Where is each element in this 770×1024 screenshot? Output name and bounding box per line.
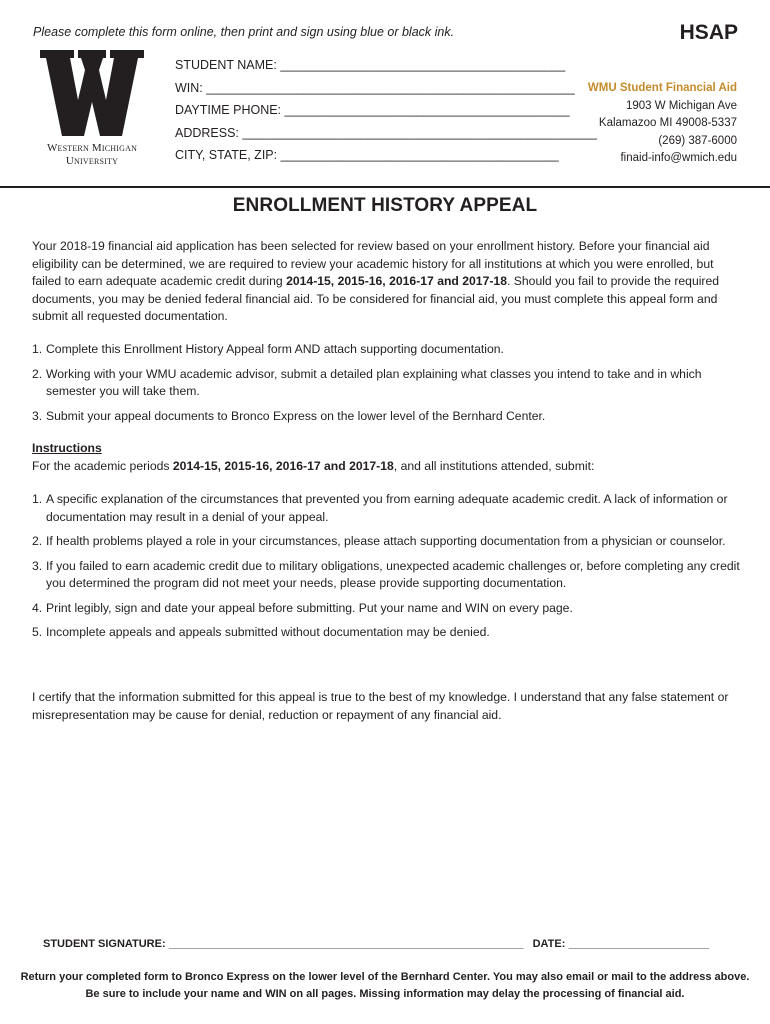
- item-text: Print legibly, sign and date your appeal before submitting. Put your name and WIN on every page.: [46, 600, 573, 615]
- item-number: 3.: [32, 558, 43, 573]
- top-instruction: Please complete this form online, then print and sign using blue or black ink.: [33, 25, 455, 39]
- daytime-phone-field[interactable]: [175, 103, 597, 126]
- field-line: ___________________________________________________: [242, 125, 597, 140]
- form-title: ENROLLMENT HISTORY APPEAL: [232, 195, 538, 216]
- instructions-heading: Instructions: [32, 441, 102, 455]
- university-line2: University: [65, 155, 119, 167]
- intro-text-2: . Should you fail to provide the required documents, you may be denied federal financial aid. To be considered for financial aid, you must complete this appeal form and submit all requested documentation.: [32, 274, 720, 323]
- certification-statement: I certify that the information submitted for this appeal is true to the best of my knowledge. I understand that any false statement or misrepresentation may be cause for denial, reduction or repayment of any financial aid.: [32, 690, 729, 722]
- item-text: Submit your appeal documents to Bronco Express on the lower level of the Bernhard Center.: [46, 408, 546, 423]
- item-number: 1.: [32, 492, 43, 506]
- signature-row: [43, 938, 709, 950]
- field-label: DAYTIME PHONE:: [175, 103, 282, 117]
- item-text: If you failed to earn academic credit due to military obligations, unexpected academic challenges or, before completing any credit you determined the program did not meet your needs, please provide supporting documentation.: [46, 558, 740, 590]
- wmu-w-logo-icon: [40, 50, 144, 136]
- list-item: [32, 408, 744, 426]
- signature-label: STUDENT SIGNATURE:: [43, 938, 166, 950]
- item-number: 3.: [32, 408, 43, 423]
- list-item: [32, 341, 744, 359]
- list-item: [32, 624, 744, 642]
- list-item: [32, 558, 744, 593]
- item-number: 4.: [32, 600, 43, 615]
- win-field[interactable]: [175, 81, 597, 104]
- item-number: 5.: [32, 625, 43, 639]
- list-item: [32, 491, 744, 526]
- office-phone: (269) 387-6000: [658, 134, 737, 147]
- instructions-lead: [32, 458, 742, 476]
- office-contact: [588, 80, 737, 168]
- field-line: _____________________________________________________: [206, 80, 575, 95]
- student-name-field[interactable]: [175, 58, 597, 81]
- field-line: _________________________________________: [280, 58, 566, 72]
- wmu-logo: [36, 50, 148, 168]
- footer-line1: Return your completed form to Bronco Express on the lower level of the Bernhard Center. You may also email or mail to the address above.: [20, 971, 750, 983]
- address-field[interactable]: [175, 126, 597, 149]
- city-state-zip-field[interactable]: [175, 148, 597, 171]
- signature-line[interactable]: __________________________________________________________: [168, 938, 524, 950]
- item-number: 2.: [32, 366, 43, 381]
- steps-list: [32, 341, 744, 432]
- field-line: ________________________________________: [280, 148, 559, 162]
- field-label: ADDRESS:: [175, 125, 239, 140]
- instructions-list: [32, 491, 744, 649]
- date-line[interactable]: _______________________: [568, 938, 710, 950]
- list-item: [32, 533, 744, 551]
- office-city: Kalamazoo MI 49008-5337: [598, 117, 737, 129]
- item-number: 2.: [32, 534, 43, 548]
- office-name: WMU Student Financial Aid: [587, 82, 737, 94]
- lead-pre: For the academic periods: [32, 458, 173, 473]
- intro-years: 2014-15, 2015-16, 2016-17 and 2017-18: [286, 274, 507, 288]
- date-label: DATE:: [532, 938, 566, 950]
- university-name: [36, 142, 148, 168]
- office-street: 1903 W Michigan Ave: [625, 99, 737, 112]
- footer-note: [0, 969, 770, 1003]
- field-label: WIN:: [175, 80, 203, 95]
- instructions-section: [32, 440, 742, 475]
- university-line1: Western Michigan: [46, 142, 138, 154]
- lead-years: 2014-15, 2015-16, 2016-17 and 2017-18: [172, 458, 394, 473]
- intro-paragraph: [32, 238, 742, 326]
- intro-text-1: Your 2018-19 financial aid application has been selected for review based on your enrollment history. Before your financial aid eligibility can be determined, we are required to review your academic history for all institutions at which you were enrolled, but failed to earn adequate academic credit during: [32, 239, 714, 288]
- footer-line2: Be sure to include your name and WIN on all pages. Missing information may delay the processing of financial aid.: [85, 988, 685, 1000]
- list-item: [32, 600, 744, 618]
- field-label: CITY, STATE, ZIP:: [175, 148, 278, 162]
- item-text: Incomplete appeals and appeals submitted without documentation may be denied.: [46, 625, 490, 639]
- header-divider: [0, 186, 770, 188]
- item-number: 1.: [32, 342, 43, 356]
- item-text: Complete this Enrollment History Appeal form AND attach supporting documentation.: [46, 342, 504, 356]
- item-text: If health problems played a role in your circumstances, please attach supporting documentation from a physician or counselor.: [46, 534, 726, 548]
- lead-post: , and all institutions attended, submit:: [393, 458, 595, 473]
- field-label: STUDENT NAME:: [175, 58, 277, 72]
- field-line: _________________________________________: [284, 103, 570, 117]
- student-info-fields: [175, 58, 597, 171]
- item-text: A specific explanation of the circumstances that prevented you from earning adequate academic credit. A lack of information or documentation may result in a denial of your appeal.: [46, 492, 728, 524]
- office-email: finaid-info@wmich.edu: [620, 152, 737, 164]
- list-item: [32, 366, 744, 401]
- item-text: Working with your WMU academic advisor, submit a detailed plan explaining what classes you intend to take and in which semester you will take them.: [46, 366, 702, 398]
- form-code: HSAP: [679, 21, 738, 44]
